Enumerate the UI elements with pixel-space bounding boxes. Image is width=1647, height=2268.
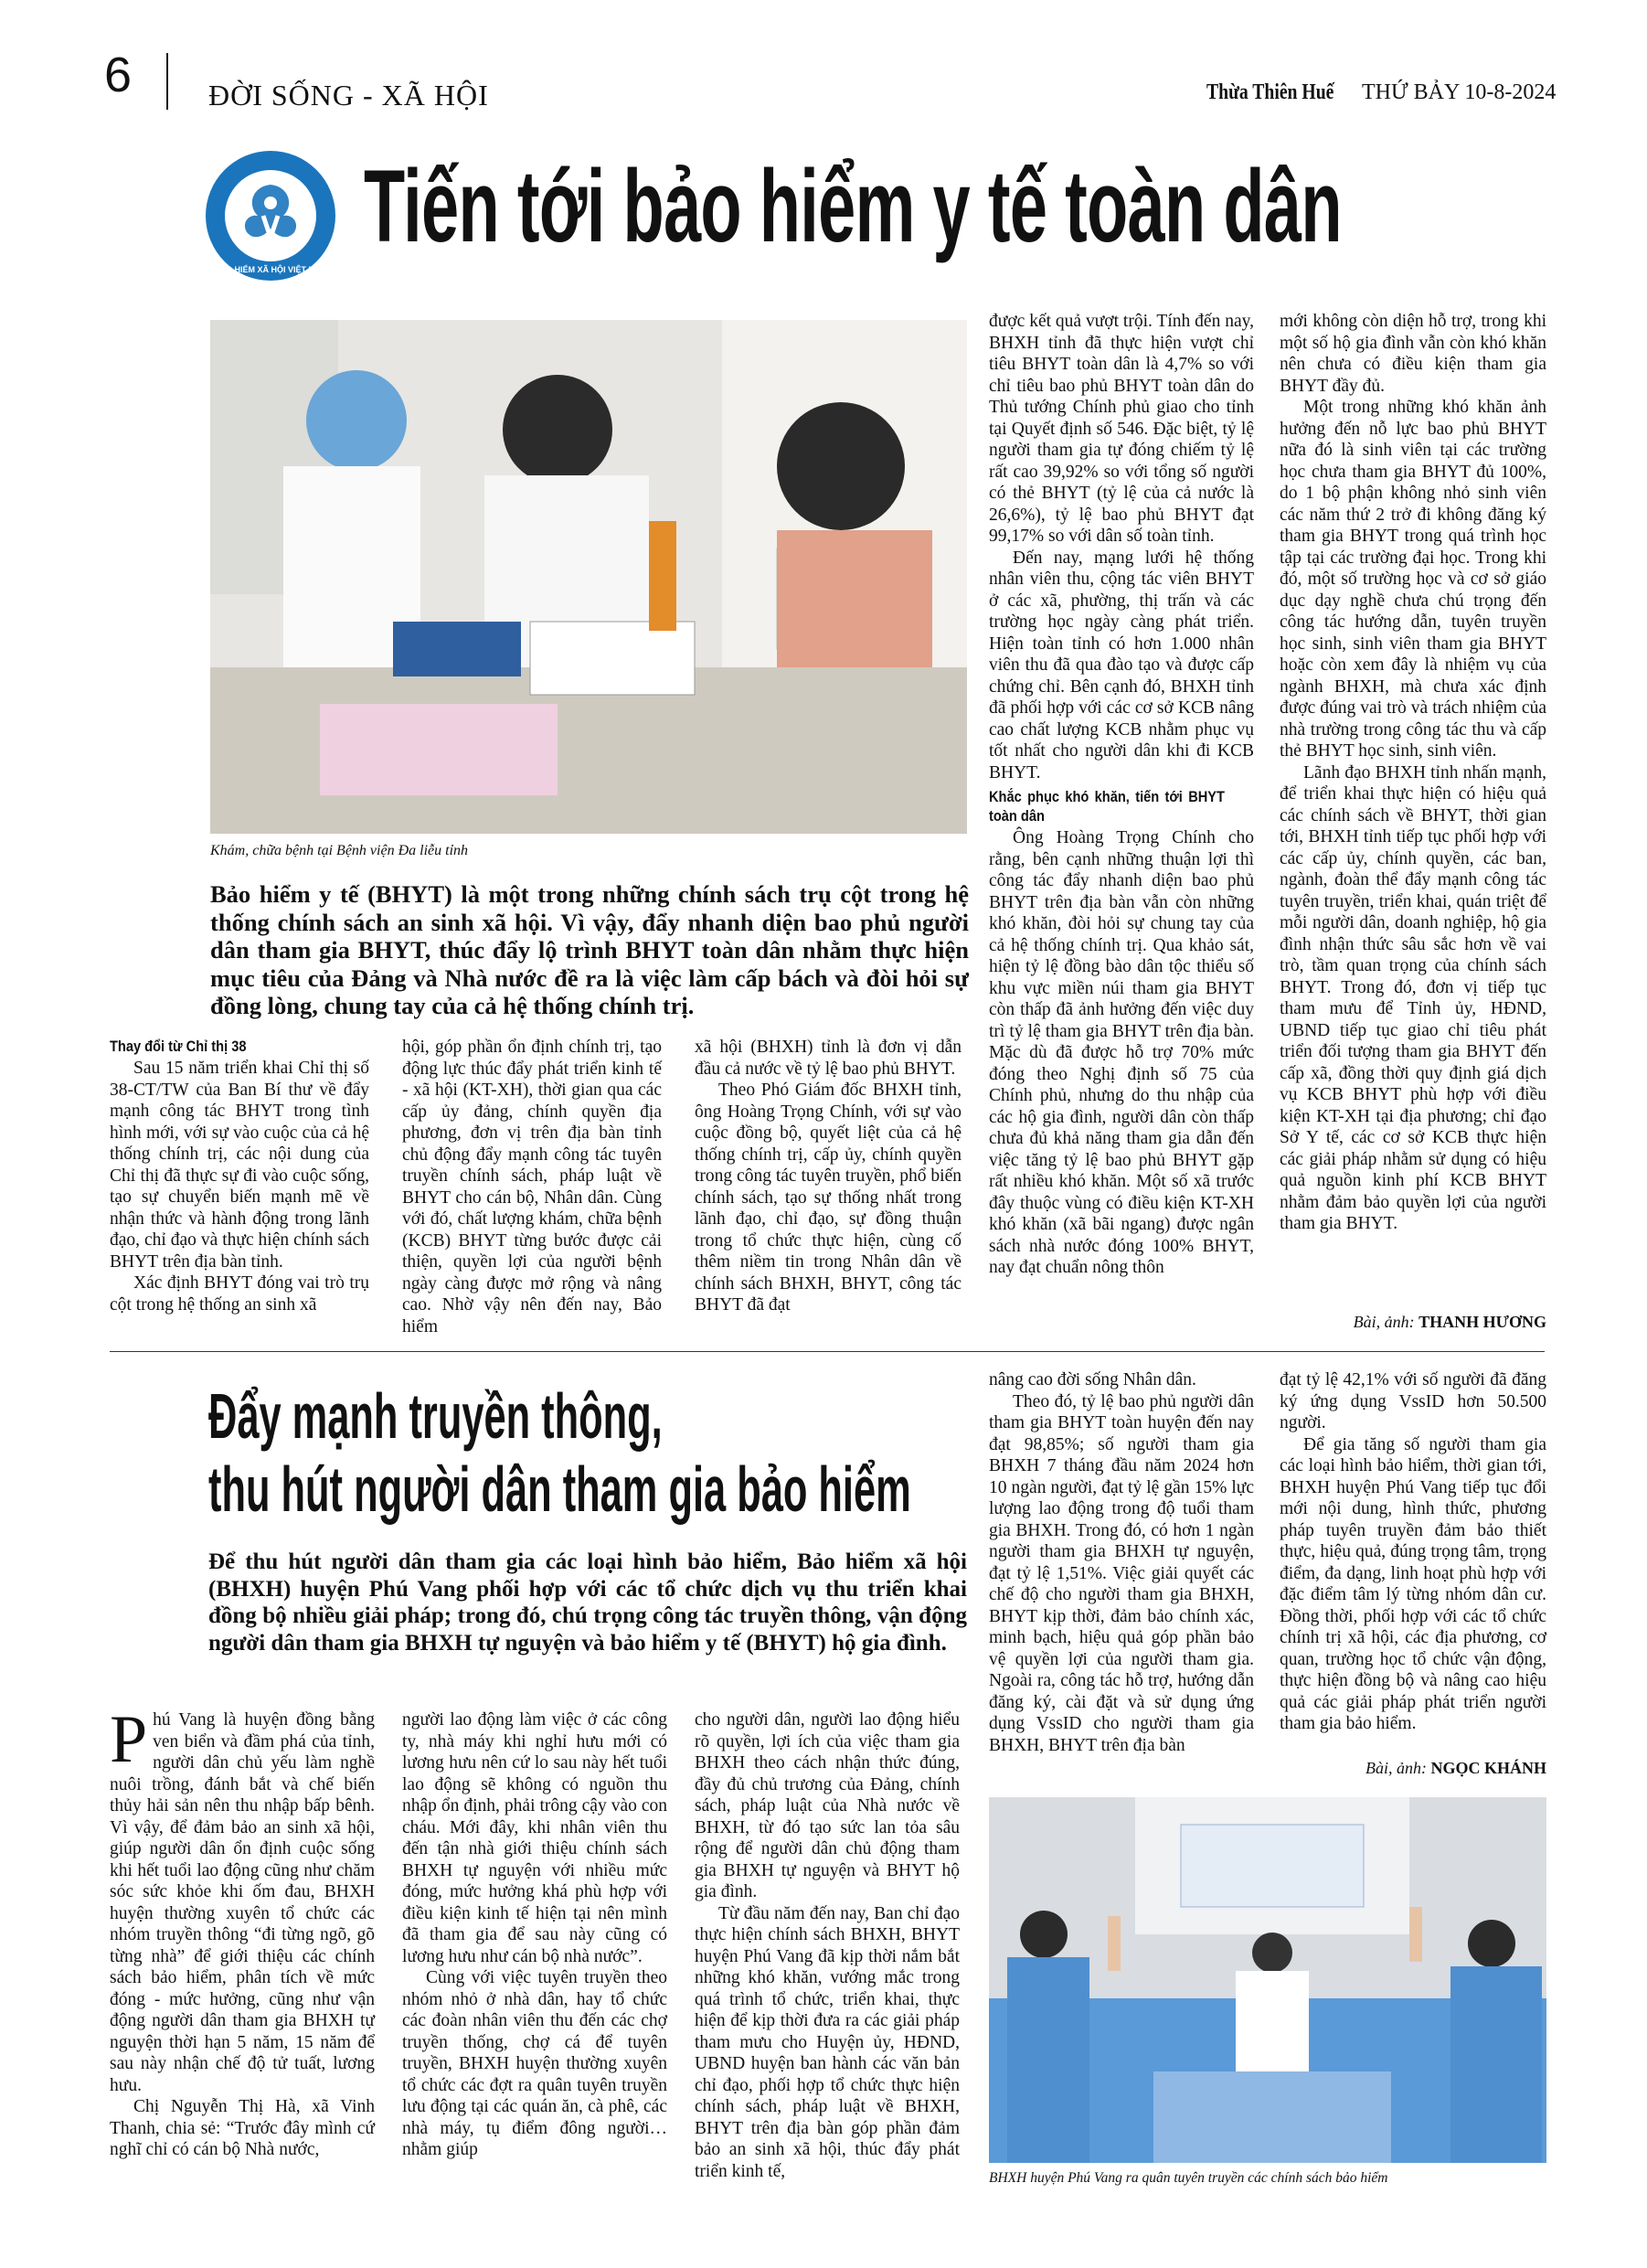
paragraph-text: hú Vang là huyện đồng bằng ven biển và đầm phá của tỉnh, người dân chủ yếu làm nghề nuôi trồng, đánh bắt và chế biến thủy hải sản nên thu nhập bấp bênh. Vì vậy, để đảm bảo an sinh xã hội, giúp người dân ổn định cuộc sống khi hết tuổi lao động cũng như chăm sóc sức khỏe khi ốm đau, BHXH huyện thường xuyên tổ chức các nhóm truyền thông “đi từng ngõ, gõ từng nhà” để giới thiệu các chính sách bảo hiểm, phân tích về mức đóng - mức hưởng, cũng như vận động người dân tham gia BHXH tự nguyện thời hạn 5 năm, 15 năm để sau này nhận chế độ tử tuất, lương hưu. bbox=[110, 1710, 375, 2095]
photo-clinic bbox=[210, 320, 967, 834]
paragraph: Xác định BHYT đóng vai trò trụ cột trong hệ thống an sinh xã bbox=[110, 1273, 369, 1315]
paragraph: Một trong những khó khăn ảnh hưởng đến nỗ lực bao phủ BHYT nữa đó là sinh viên tại các trường học chưa tham gia BHYT đủ 100%, do 1 bộ phận không nhỏ sinh viên các năm thứ 2 trở đi không đăng ký tham gia BHYT trong quá trình học tập tại các trường đại học. Trong khi đó, một số trường học và cơ sở giáo dục dạy nghề chưa chú trọng đến công tác hướng dẫn, tuyên truyền học sinh, sinh viên tham gia BHYT hoặc còn xem đây là nhiệm vụ của ngành BHXH, mà chưa xác định được đúng vai trò và trách nhiệm của nhà trường trong công tác thu và cấp thẻ BHYT học sinh, sinh viên. bbox=[1280, 398, 1546, 761]
byline-label: Bài, ảnh: bbox=[1353, 1313, 1415, 1331]
article2-column-1 bbox=[110, 1702, 375, 2161]
paragraph: mới không còn diện hỗ trợ, trong khi một số hộ gia đình vẫn còn khó khăn nên chưa có điều kiện tham gia BHYT đầy đủ. bbox=[1280, 312, 1546, 396]
paragraph: nâng cao đời sống Nhân dân. bbox=[989, 1370, 1196, 1390]
article2-title-line1: Đẩy mạnh truyền thông, bbox=[208, 1380, 663, 1452]
byline-author: NGỌC KHÁNH bbox=[1430, 1759, 1546, 1777]
page-number: 6 bbox=[104, 48, 133, 102]
byline-label: Bài, ảnh: bbox=[1365, 1759, 1427, 1777]
article2-lede: Để thu hút người dân tham gia các loại hình bảo hiểm, Bảo hiểm xã hội (BHXH) huyện Phú Vang phối hợp với các tổ chức dịch vụ thu triển khai đồng bộ nhiều giải pháp; trong đó, chú trọng công tác truyền thông, vận động người dân tham gia BHXH tự nguyện và bảo hiểm y tế (BHYT) hộ gia đình. bbox=[208, 1549, 967, 1656]
paragraph: được kết quả vượt trội. Tính đến nay, BHXH tỉnh đã thực hiện vượt chỉ tiêu BHYT toàn dân là 4,7% so với chỉ tiêu bao phủ BHYT toàn dân do Thủ tướng Chính phủ giao cho tỉnh tại Quyết định số 546. Đặc biệt, tỷ lệ người tham gia tự đóng chiếm tỷ lệ rất cao 39,92% so với tổng số người có thẻ BHYT (tỷ lệ của cả nước là 26,6%), tỷ lệ bao phủ BHYT đạt 99,17% so với dân số toàn tỉnh. bbox=[989, 312, 1254, 546]
subheading: Khắc phục khó khăn, tiến tới BHYT toàn dân bbox=[989, 788, 1225, 825]
article2-column-3 bbox=[695, 1709, 960, 2182]
paragraph: Chị Nguyễn Thị Hà, xã Vinh Thanh, chia sẻ: “Trước đây mình cứ nghĩ chỉ có cán bộ Nhà nước, bbox=[110, 2097, 375, 2159]
drop-cap: P bbox=[110, 1702, 148, 1777]
paragraph: Đến nay, mạng lưới hệ thống nhân viên thu, cộng tác viên BHYT ở các xã, phường, thị trấn và các trường học ngày càng phát triển. Hiện toàn tỉnh có hơn 1.000 nhân viên thu đã qua đào tạo và được cấp chứng chỉ. Bên cạnh đó, BHXH tỉnh đã phối hợp với các cơ sở KCB nâng cao chất lượng KCB nhằm phục vụ tốt nhất cho người dân khi đi KCB BHYT. bbox=[989, 548, 1254, 783]
paragraph: Từ đầu năm đến nay, Ban chỉ đạo thực hiện chính sách BHXH, BHYT huyện Phú Vang đã kịp thời nắm bắt những khó khăn, vướng mắc trong quá trình tổ chức, triển khai, thực hiện để kịp thời đưa ra các giải pháp tham mưu cho Huyện ủy, HĐND, UBND huyện ban hành các văn bản chỉ đạo, phối hợp tổ chức thực hiện chính sách, pháp luật về BHXH, BHYT trên địa bàn góp phần đảm bảo an sinh xã hội, thúc đẩy phát triển kinh tế, bbox=[695, 1903, 960, 2181]
paper-name: Thừa Thiên Huế bbox=[1206, 80, 1334, 104]
paragraph: đạt tỷ lệ 42,1% với số người đã đăng ký ứng dụng VssID hơn 50.500 người. bbox=[1280, 1370, 1546, 1432]
paragraph: cho người dân, người lao động hiểu rõ quyền, lợi ích của việc tham gia BHXH theo cách nhận thức đúng, đầy đủ chủ trương của Đảng, chính sách, pháp luật của Nhà nước về BHXH, từ đó tạo sức lan tỏa sâu rộng để người dân chủ động tham gia BHXH tự nguyện và BHYT hộ gia đình. bbox=[695, 1710, 960, 1901]
bhxh-logo bbox=[205, 150, 336, 282]
paragraph: Sau 15 năm triển khai Chỉ thị số 38-CT/TW của Ban Bí thư về đẩy mạnh công tác BHYT trong tình hình mới, với sự vào cuộc của cả hệ thống chính trị, các nội dung của Chỉ thị đã thực sự đi vào cuộc sống, tạo sự chuyển biến mạnh mẽ về nhận thức và hành động trong lãnh đạo, chỉ đạo và thực hiện chính sách BHYT trên địa bàn tỉnh. bbox=[110, 1059, 369, 1272]
paragraph: Để gia tăng số người tham gia các loại hình bảo hiểm, thời gian tới, BHXH huyện Phú Vang tiếp tục đổi mới nội dung, hình thức, phương pháp tuyên truyền đảm bảo thiết thực, hiệu quả, đúng trọng tâm, trọng điểm, đa dạng, linh hoạt phù hợp với đặc điểm tâm lý từng nhóm dân cư. Đồng thời, phối hợp với các tổ chức chính trị xã hội, các địa phương, cơ quan, trường học tổ chức vận động, thực hiện đồng bộ và nâng cao hiệu quả các giải pháp phát triển người tham gia bảo hiểm. bbox=[1280, 1434, 1546, 1733]
paragraph: Ông Hoàng Trọng Chính cho rằng, bên cạnh những thuận lợi thì công tác đẩy nhanh diện bao phủ BHYT trên địa bàn vẫn còn những khó khăn, đòi hỏi sự chung tay của cả hệ thống chính trị. Qua khảo sát, hiện tỷ lệ đồng bào dân tộc thiểu số khu vực miền núi tham gia BHYT còn thấp đã ảnh hưởng đến việc duy trì tỷ lệ tham gia BHYT trên địa bàn. Mặc dù đã được hỗ trợ 70% mức đóng theo Nghị định số 75 của Chính phủ, nhưng do thu nhập của các hộ gia đình, người dân còn thấp chưa đủ khả năng tham gia dẫn đến việc tăng tỷ lệ bao phủ BHYT gặp rất nhiều khó khăn. Một số xã trước đây thuộc vùng có điều kiện KT-XH khó khăn (xã bãi ngang) được ngân sách nhà nước đóng 100% BHYT, nay đạt chuẩn nông thôn bbox=[989, 828, 1254, 1277]
paragraph: Cùng với việc tuyên truyền theo nhóm nhỏ ở nhà dân, hay tổ chức các đoàn nhân viên thu đến các chợ truyền thống, chợ cá để tuyên truyền, BHXH huyện thường xuyên tổ chức các đợt ra quân tuyên truyền lưu động tại các quán ăn, cà phê, các nhà máy, tụ điểm đông người… nhằm giúp bbox=[402, 1968, 667, 2159]
article2-column-2 bbox=[402, 1709, 667, 2161]
paragraph: hội, góp phần ổn định chính trị, tạo động lực thúc đẩy phát triển kinh tế - xã hội (KT-XH), thời gian qua các cấp ủy đảng, chính quyền địa phương, đơn vị trên địa bàn tỉnh chủ động đẩy mạnh công tác tuyên truyền chính sách, pháp luật về BHYT cho cán bộ, Nhân dân. Cùng với đó, chất lượng khám, chữa bệnh (KCB) BHYT từng bước được cải thiện, quyền lợi của người bệnh ngày càng được mở rộng và nâng cao. Nhờ vậy nên đến nay, Bảo hiểm bbox=[402, 1038, 662, 1336]
byline-author: THANH HƯƠNG bbox=[1419, 1313, 1546, 1331]
article1-column-5 bbox=[1280, 311, 1546, 1235]
article1-column-3 bbox=[695, 1037, 962, 1316]
logo-text: BẢO HIỂM XÃ HỘI VIỆT NAM bbox=[213, 265, 328, 274]
article2-column-5 bbox=[1280, 1369, 1546, 1735]
paragraph: Lãnh đạo BHXH tỉnh nhấn mạnh, để triển khai thực hiện có hiệu quả các chính sách về BHYT, thời gian tới, BHXH tỉnh tiếp tục phối hợp với các cấp ủy, chính quyền, các ban, ngành, đoàn thể đẩy mạnh công tác tuyên truyền, triển khai, quán triệt để mỗi người dân, doanh nghiệp, hộ gia đình nhận thức sâu sắc hơn về vai trò, tầm quan trọng của chính sách BHYT. Trong đó, đơn vị tiếp tục tham mưu để Tỉnh ủy, HĐND, UBND tiếp tục giao chỉ tiêu phát triển đối tượng tham gia BHYT đến cấp xã, đồng thời quy định giá dịch vụ KCB BHYT phù hợp với điều kiện KT-XH tại địa phương; chỉ đạo Sở Y tế, các cơ sở KCB thực hiện các giải pháp nhằm sử dụng có hiệu quả nguồn kinh phí KCB BHYT nhằm đảm bảo quyền lợi của người tham gia BHYT. bbox=[1280, 762, 1546, 1233]
issue-date: THỨ BẢY 10-8-2024 bbox=[1362, 80, 1557, 104]
article1-column-1 bbox=[110, 1037, 369, 1315]
paragraph: Theo Phó Giám đốc BHXH tỉnh, ông Hoàng Trọng Chính, với sự vào cuộc đồng bộ, quyết liệt của cả hệ thống chính trị, cấp ủy, chính quyền trong công tác tuyên truyền, phổ biến chính sách, tạo sự thống nhất trong lãnh đạo, chỉ đạo, sự đồng thuận trong tổ chức thực hiện, cùng cố thêm niềm tin trong Nhân dân về chính sách BHXH, BHYT, công tác BHYT đã đạt bbox=[695, 1081, 962, 1315]
article-title: Tiến tới bảo hiểm y tế toàn dân bbox=[364, 149, 1342, 263]
article2-title-line2: thu hút người dân tham gia bảo hiểm bbox=[208, 1453, 911, 1525]
photo-caption: Khám, chữa bệnh tại Bệnh viện Đa liễu tỉnh bbox=[210, 843, 469, 858]
article2-byline bbox=[1280, 1759, 1546, 1778]
paragraph: người lao động làm việc ở các công ty, nhà máy khi nghỉ hưu mới có lương hưu nên cứ lo sau này hết tuổi lao động sẽ không có nguồn thu nhập ổn định, phải trông cậy vào con cháu. Mới đây, khi nhân viên thu đến tận nhà giới thiệu chính sách BHXH tự nguyện với nhiều mức đóng, mức hưởng khá phù hợp với điều kiện kinh tế hiện tại nên mình đã tham gia để sau này cũng có lương hưu như cán bộ nhà nước”. bbox=[402, 1710, 667, 1966]
article2-column-4 bbox=[989, 1369, 1254, 1756]
photo-caption: BHXH huyện Phú Vang ra quân tuyên truyền các chính sách bảo hiểm bbox=[989, 2170, 1388, 2186]
byline bbox=[1280, 1313, 1546, 1332]
header-divider bbox=[166, 53, 168, 110]
photo-rally bbox=[989, 1797, 1546, 2163]
paragraph: Theo đó, tỷ lệ bao phủ người dân tham gia BHYT toàn huyện đến nay đạt 98,85%; số người tham gia BHXH 7 tháng đầu năm 2024 hơn 10 ngàn người, đạt tỷ lệ gần 15% lực lượng lao động trong độ tuổi tham gia BHXH. Trong đó, có hơn 1 ngàn người tham gia BHXH tự nguyện, đạt tỷ lệ 1,51%. Việc giải quyết các chế độ cho người tham gia BHXH, BHYT kịp thời, đảm bảo chính xác, minh bạch, hiệu quả góp phần bảo vệ quyền lợi của người tham gia. Ngoài ra, công tác hỗ trợ, hướng dẫn đăng ký, cài đặt và sử dụng ứng dụng VssID cho người tham gia BHXH, BHYT trên địa bàn bbox=[989, 1391, 1254, 1755]
article-separator bbox=[110, 1351, 1545, 1352]
article1-column-2 bbox=[402, 1037, 662, 1337]
article-lede: Bảo hiểm y tế (BHYT) là một trong những chính sách trụ cột trong hệ thống chính sách an sinh xã hội. Vì vậy, đẩy nhanh diện bao phủ người dân tham gia BHYT, thúc đẩy lộ trình BHYT toàn dân nhằm thực hiện mục tiêu của Đảng và Nhà nước đề ra là việc làm cấp bách và đòi hỏi sự đồng lòng, chung tay của cả hệ thống chính trị. bbox=[210, 880, 969, 1019]
paragraph bbox=[110, 1702, 375, 2096]
subheading: Thay đổi từ Chỉ thị 38 bbox=[110, 1038, 247, 1055]
paragraph: xã hội (BHXH) tỉnh là đơn vị dẫn đầu cả nước về tỷ lệ bao phủ BHYT. bbox=[695, 1038, 962, 1079]
article1-column-4 bbox=[989, 311, 1254, 1279]
section-title: ĐỜI SỐNG - XÃ HỘI bbox=[208, 79, 489, 112]
